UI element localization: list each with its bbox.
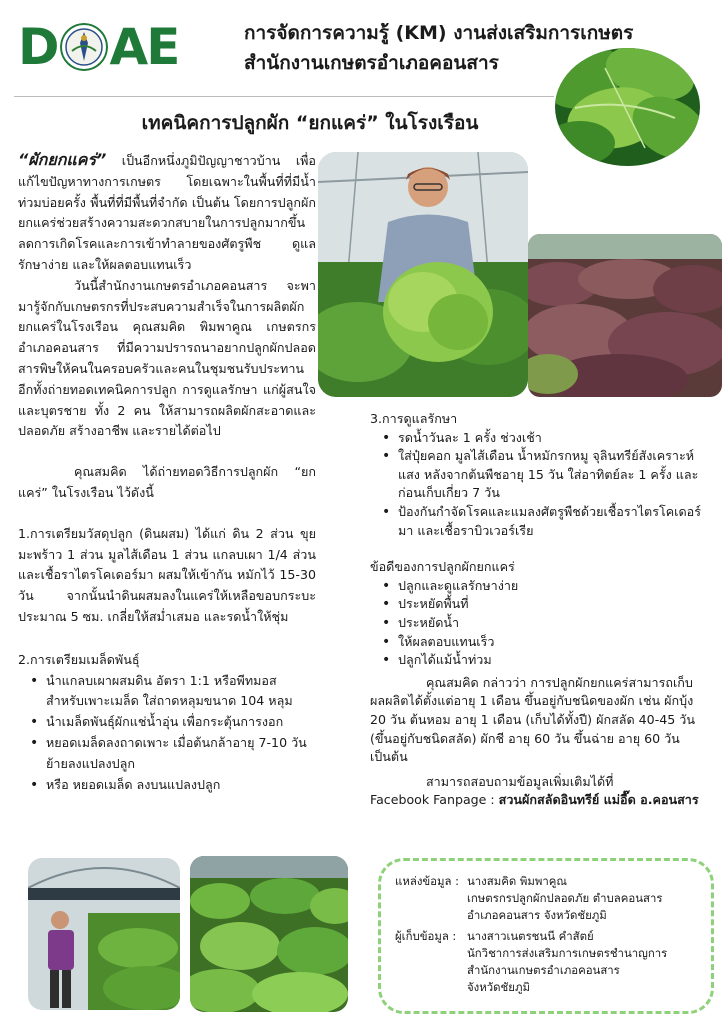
collector-line: นางสาวเนตรชนนี คำสัตย์	[467, 929, 594, 943]
data-source-line: นางสมคิด พิมพาคูณ	[467, 874, 567, 888]
data-source-label: แหล่งข้อมูล :	[395, 874, 459, 888]
list-item: • ประหยัดน้ำ	[378, 614, 710, 633]
list-item: • ใส่ปุ๋ยคอก มูลไส้เดือน น้ำหมักรกหมู จุลินทรีย์สังเคราะห์แสง หลังจากต้นพืชอายุ 15 วัน ใส่อาทิตย์ละ 1 ครั้ง และก่อนเก็บเกี่ยว 7 วัน	[378, 447, 710, 503]
data-source-line: อำเภอคอนสาร จังหวัดชัยภูมิ	[467, 908, 607, 922]
facebook-label: Facebook Fanpage :	[370, 792, 499, 808]
benefits-list	[378, 577, 710, 670]
story-paragraph: วันนี้สำนักงานเกษตรอำเภอคอนสาร จะพามารู้จักกับเกษตรกรที่ประสบความสำเร็จในการผลิตผักยกแคร่ในโรงเรือน คุณสมคิด พิมพาคูณ เกษตรกรอำเภอคอนสาร ที่มีความปรารถนาอยากปลูกผักปลอดสารพิษให้คนในครอบครัวและคนในชุมชนรับประทาน อีกทั้งถ่ายทอดเทคนิคการปลูก การดูแลรักษา แก่ผู้สนใจและบุตรชาย ทั้ง 2 คน ให้สามารถผลิตผักสะอาดและปลอดภัย สร้างอาชีพ และรายได้ต่อไป	[18, 277, 316, 439]
red-lettuce-beds-photo	[528, 234, 722, 397]
benefits-title: ข้อดีของการปลูกผักยกแคร่	[370, 559, 515, 575]
intro-text: เป็นอีกหนึ่งภูมิปัญญาชาวบ้าน เพื่อแก้ไขปัญหาทางการเกษตร โดยเฉพาะในพื้นที่ที่มีน้ำท่วมบ่อยครั้ง พื้นที่ที่มีพื้นที่จำกัด เป็นต้น โดยการปลูกผักยกแคร่ช่วยสร้างความสะดวกสบายในการปลูกมากขึ้น ลดการเกิดโรคและการเข้าทำลายของศัตรูพืช ดูแลรักษาง่าย และให้ผลตอบแทนเร็ว	[18, 153, 316, 272]
farmer-holding-lettuce-photo	[318, 152, 528, 397]
step2-title: 2.การเตรียมเมล็ดพันธุ์	[18, 651, 140, 667]
list-item: • หรือ หยอดเมล็ด ลงบนแปลงปลูก	[26, 775, 316, 796]
facebook-page-name: สวนผักสลัดอินทรีย์ แม่อี๊ด อ.คอนสาร	[498, 792, 699, 808]
data-source-row	[395, 873, 701, 924]
article-title: เทคนิคการปลูกผัก “ยกแคร่” ในโรงเรือน	[141, 112, 479, 134]
collector-line: จังหวัดชัยภูมิ	[467, 980, 530, 994]
lettuce-closeup-photo	[555, 48, 700, 166]
logo-letter-d: D	[18, 18, 58, 76]
department-seal-icon	[60, 23, 108, 71]
data-source-line: เกษตรกรปลูกผักปลอดภัย ตำบลคอนสาร	[467, 891, 663, 905]
list-item: • ประหยัดพื้นที่	[378, 595, 710, 614]
facebook-line	[370, 791, 710, 810]
intro-paragraph	[18, 150, 316, 276]
step3-title: 3.การดูแลรักษา	[370, 411, 458, 426]
list-item: • นำเมล็ดพันธุ์ผักแช่น้ำอุ่น เพื่อกระตุ้นการงอก	[26, 712, 316, 733]
contact-line: สามารถสอบถามข้อมูลเพิ่มเติมได้ที่	[426, 773, 614, 789]
list-item: • นำแกลบเผาผสมดิน อัตรา 1:1 หรือพีทมอส สำหรับเพาะเมล็ด ใส่ถาดหลุมขนาด 104 หลุม	[26, 671, 316, 713]
method-intro-paragraph: คุณสมคิด ได้ถ่ายทอดวิธีการปลูกผัก “ยกแคร่” ในโรงเรือน ไว้ดังนี้	[18, 464, 316, 500]
step2-list	[26, 671, 316, 796]
collector-line: นักวิชาการส่งเสริมการเกษตรชำนาญการ	[467, 946, 668, 960]
list-item: • ปลูกได้แม้น้ำท่วม	[378, 651, 710, 670]
collector-values	[467, 928, 667, 996]
title-line-2: สำนักงานเกษตรอำเภอคอนสาร	[244, 52, 499, 74]
list-item: • ป้องกันกำจัดโรคและแมลงศัตรูพืชด้วยเชื้อราไตรโคเดอร์มา และเชื้อราบิวเวอร์เรีย	[378, 503, 710, 540]
title-line-1: การจัดการความรู้ (KM) งานส่งเสริมการเกษตร	[244, 22, 634, 44]
green-lettuce-rows-photo	[190, 856, 348, 1012]
list-item: • รดน้ำวันละ 1 ครั้ง ช่วงเช้า	[378, 429, 710, 448]
doae-logo	[18, 18, 228, 76]
step1-paragraph: 1.การเตรียมวัสดุปลูก (ดินผสม) ได้แก่ ดิน 2 ส่วน ขุยมะพร้าว 1 ส่วน มูลไส้เดือน 1 ส่วน แกลบเผา 1/4 ส่วน และเชื้อราไตรโคเดอร์มา ผสมให้เข้ากัน หมักไว้ 15-30 วัน จากนั้นนำดินผสมลงในแคร่ให้เหลือขอบกระบะประมาณ 5 ซม. เกลี่ยให้สม่ำเสมอ และรดน้ำให้ชุ่ม	[18, 525, 316, 624]
lead-word: “ผักยกแคร่”	[18, 150, 107, 169]
closing-paragraph: คุณสมคิด กล่าวว่า การปลูกผักยกแคร่สามารถเก็บผลผลิตได้ตั้งแต่อายุ 1 เดือน ขึ้นอยู่กับชนิดของผัก เช่น ผักบุ้ง 20 วัน ต้นหอม อายุ 1 เดือน (เก็บได้ทั้งปี) ผักสลัด 40-45 วัน (ขึ้นอยู่กับชนิดสลัด) ผักชี อายุ 60 วัน ขึ้นฉ่าย อายุ 60 วัน เป็นต้น	[370, 674, 695, 765]
data-source-values	[467, 873, 662, 924]
right-column	[370, 410, 710, 810]
source-info-box	[378, 858, 714, 1014]
collector-row	[395, 928, 701, 996]
logo-letters-ae: AE	[109, 18, 179, 76]
left-column	[18, 150, 316, 795]
farmer-in-greenhouse-photo	[28, 858, 180, 1010]
collector-line: สำนักงานเกษตรอำเภอคอนสาร	[467, 963, 620, 977]
collector-label: ผู้เก็บข้อมูล :	[395, 929, 457, 943]
step3-list	[378, 429, 710, 541]
list-item: • ให้ผลตอบแทนเร็ว	[378, 633, 710, 652]
header-divider	[14, 96, 554, 97]
list-item: • ปลูกและดูแลรักษาง่าย	[378, 577, 710, 596]
list-item: • หยอดเมล็ดลงถาดเพาะ เมื่อต้นกล้าอายุ 7-10 วัน ย้ายลงแปลงปลูก	[26, 733, 316, 775]
